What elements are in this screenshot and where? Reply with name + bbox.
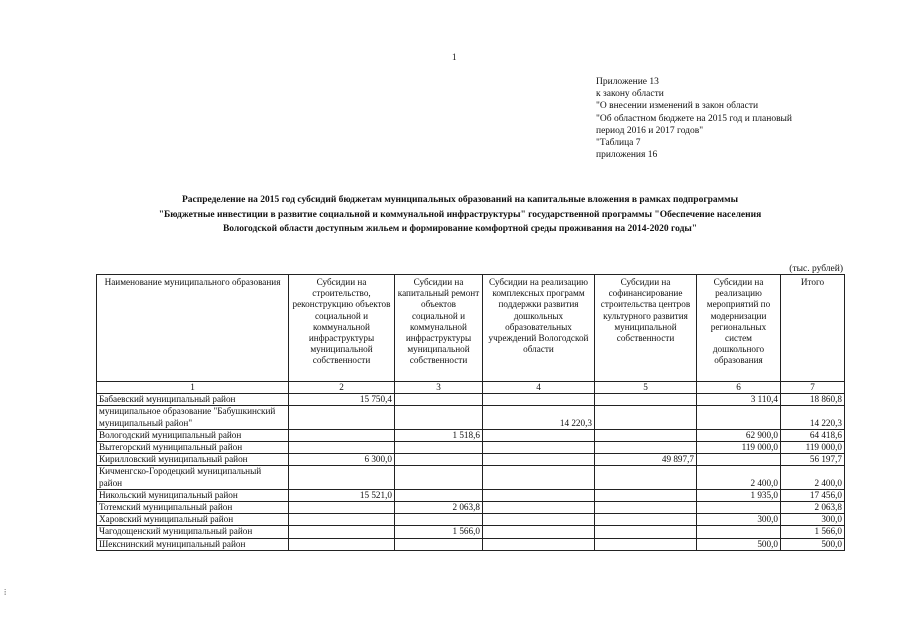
margin-mark: ⁞ [4,588,7,597]
header-total: Итого [781,275,845,382]
amount-cell: 17 456,0 [781,489,845,501]
amount-cell [697,454,781,466]
amount-cell: 119 000,0 [697,442,781,454]
amount-cell [483,538,595,550]
amount-cell [483,514,595,526]
amount-cell [395,454,483,466]
amount-cell: 2 063,8 [781,502,845,514]
amount-cell [483,454,595,466]
table-row [97,406,845,429]
amount-cell: 119 000,0 [781,442,845,454]
municipality-name: Вытегорский муниципальный район [97,442,289,454]
amount-cell: 14 220,3 [483,406,595,429]
amount-cell: 15 521,0 [289,489,395,501]
appendix-line: период 2016 и 2017 годов" [596,125,704,136]
amount-cell [483,466,595,489]
amount-cell [395,538,483,550]
amount-cell [395,394,483,406]
title-line: Распределение на 2015 год субсидий бюджетам муниципальных образований на капитальные вложения в рамках подпрограммы [181,195,739,205]
amount-cell [483,489,595,501]
page-number: 1 [452,52,457,62]
amount-cell: 14 220,3 [781,406,845,429]
column-number: 3 [395,382,483,394]
amount-cell [289,514,395,526]
amount-cell [483,442,595,454]
municipality-name: Харовский муниципальный район [97,514,289,526]
amount-cell [595,394,697,406]
amount-cell [483,526,595,538]
amount-cell [289,466,395,489]
amount-cell [395,514,483,526]
amount-cell [395,489,483,501]
amount-cell [483,394,595,406]
title-line: Вологодской области доступным жильем и формирование комфортной среды проживания на 2014-2020 годы" [222,224,698,234]
document-title [60,193,860,237]
amount-cell: 1 566,0 [395,526,483,538]
municipality-name: Чагодощенский муниципальный район [97,526,289,538]
amount-cell [595,429,697,441]
subsidy-table [96,274,845,551]
appendix-line: приложения 16 [596,150,658,161]
amount-cell [697,502,781,514]
amount-cell: 64 418,6 [781,429,845,441]
header-construction: Субсидии на строительство, реконструкцию объектов социальной и коммунальной инфраструктуры муниципальной собственности [289,275,395,382]
municipality-name: Шекснинский муниципальный район [97,538,289,550]
municipality-name: Бабаевский муниципальный район [97,394,289,406]
amount-cell [483,502,595,514]
amount-cell [395,406,483,429]
amount-cell: 300,0 [781,514,845,526]
amount-cell [595,466,697,489]
table-row [97,429,845,441]
amount-cell: 300,0 [697,514,781,526]
amount-cell [595,406,697,429]
municipality-name: Кирилловский муниципальный район [97,454,289,466]
municipality-name: Вологодский муниципальный район [97,429,289,441]
amount-cell: 2 400,0 [697,466,781,489]
table-row [97,489,845,501]
amount-cell: 500,0 [697,538,781,550]
column-number: 4 [483,382,595,394]
amount-cell [289,406,395,429]
table-row [97,538,845,550]
amount-cell: 18 860,8 [781,394,845,406]
amount-cell [289,526,395,538]
amount-cell [595,502,697,514]
amount-cell [289,502,395,514]
column-number: 7 [781,382,845,394]
amount-cell [289,538,395,550]
column-number: 5 [595,382,697,394]
appendix-line: "Об областном бюджете на 2015 год и плановый [596,113,793,124]
amount-cell [595,514,697,526]
municipality-name: Тотемский муниципальный район [97,502,289,514]
amount-cell: 3 110,4 [697,394,781,406]
appendix-line: "Таблица 7 [596,138,641,149]
amount-cell [289,442,395,454]
amount-cell: 1 518,6 [395,429,483,441]
municipality-name: Никольский муниципальный район [97,489,289,501]
table-row [97,514,845,526]
table-row [97,466,845,489]
header-cultural-centers: Субсидии на софинансирование строительства центров культурного развития муниципальной собственности [595,275,697,382]
header-municipality: Наименование муниципального образования [97,275,289,382]
column-number: 1 [97,382,289,394]
appendix-line: "О внесении изменений в закон области [596,101,759,112]
header-preschool-programs: Субсидии на реализацию комплексных программ поддержки развития дошкольных образовательных учреждений Вологодской области [483,275,595,382]
amount-cell [595,526,697,538]
municipality-name: муниципальное образование "Бабушкинский муниципальный район" [97,406,289,429]
amount-cell [395,466,483,489]
table-row [97,442,845,454]
appendix-line: к закону области [596,89,664,100]
amount-cell: 1 935,0 [697,489,781,501]
amount-cell: 56 197,7 [781,454,845,466]
amount-cell: 49 897,7 [595,454,697,466]
amount-cell: 15 750,4 [289,394,395,406]
appendix-line: Приложение 13 [596,77,659,87]
table-row [97,454,845,466]
municipality-name: Кичменгско-Городецкий муниципальный район [97,466,289,489]
amount-cell [483,429,595,441]
appendix-note [596,76,792,161]
title-line: "Бюджетные инвестиции в развитие социальной и коммунальной инфраструктуры" государственной программы "Обеспечение населения [158,209,762,220]
amount-cell [289,429,395,441]
amount-cell [697,406,781,429]
header-repair: Субсидии на капитальный ремонт объектов социальной и коммунальной инфраструктуры муниципальной собственности [395,275,483,382]
column-number: 2 [289,382,395,394]
amount-cell: 500,0 [781,538,845,550]
amount-cell: 2 063,8 [395,502,483,514]
header-row [97,275,845,382]
column-number: 6 [697,382,781,394]
amount-cell: 6 300,0 [289,454,395,466]
amount-cell: 62 900,0 [697,429,781,441]
amount-cell [595,538,697,550]
amount-cell: 1 566,0 [781,526,845,538]
amount-cell [697,526,781,538]
column-number-row [97,382,845,394]
amount-cell [395,442,483,454]
table-row [97,502,845,514]
table-row [97,526,845,538]
units-label: (тыс. рублей) [789,264,843,274]
amount-cell: 2 400,0 [781,466,845,489]
amount-cell [595,442,697,454]
header-preschool-modernization: Субсидии на реализацию мероприятий по модернизации региональных систем дошкольного образования [697,275,781,382]
table-row [97,394,845,406]
amount-cell [595,489,697,501]
